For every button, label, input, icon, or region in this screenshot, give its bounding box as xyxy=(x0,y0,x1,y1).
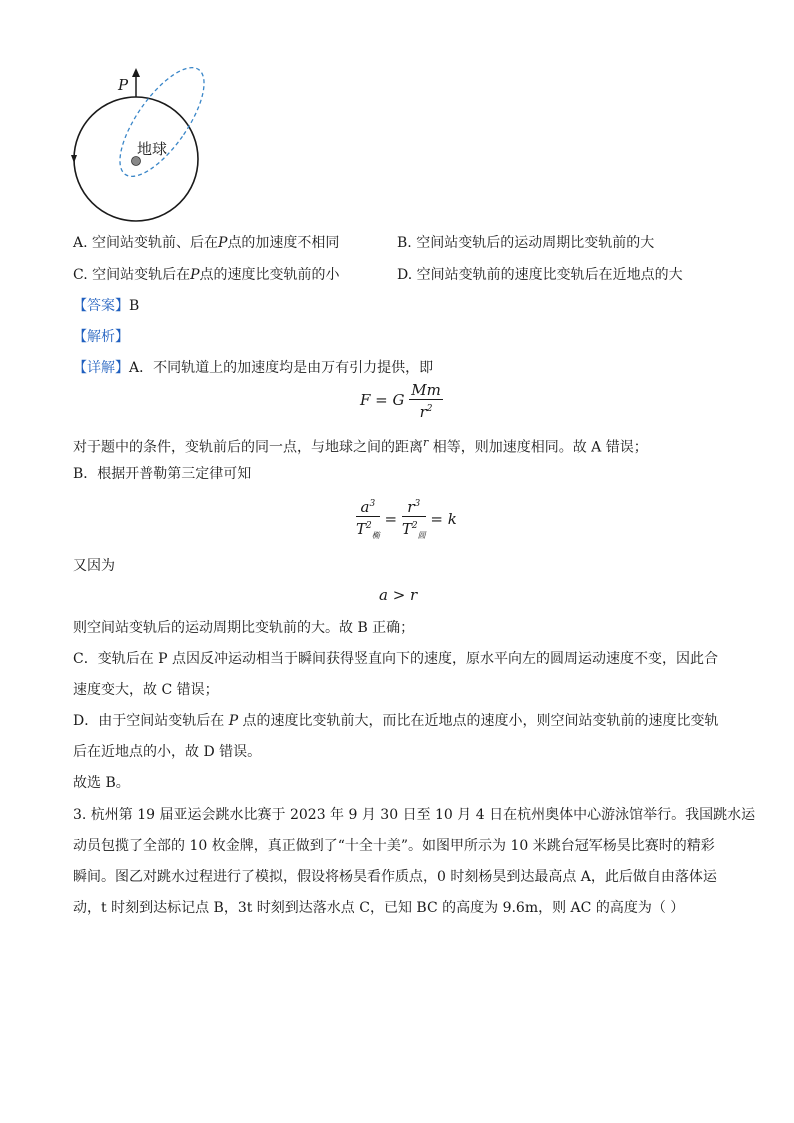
detail-c-line2: 速度变大，故 C 错误； xyxy=(73,682,219,698)
question3-line4: 动，t 时刻到达标记点 B，3t 时刻到达落水点 C，已知 BC 的高度为 9.6m，则 AC 的高度为（ ） xyxy=(73,900,685,916)
answer-tag: 【答案】 xyxy=(73,298,129,314)
detail-a-conclusion: 对于题中的条件，变轨前后的同一点，与地球之间的距离$^r$ 相等，则加速度相同。故 A 错误； xyxy=(73,436,648,456)
arrow-head-icon xyxy=(132,68,140,77)
detail-d-line1: D．由于空间站变轨后在 P 点的速度比变轨前大，而比在近地点的速度小，则空间站变轨前的速度比变轨 xyxy=(73,713,719,729)
question3-line3: 瞬间。图乙对跳水过程进行了模拟，假设将杨昊看作质点，0 时刻杨昊到达最高点 A，此后做自由落体运 xyxy=(73,869,717,885)
analysis-line xyxy=(73,327,129,347)
answer-line: 【答案】B xyxy=(73,298,140,314)
formula-inequality: a > r xyxy=(379,586,418,604)
detail-tag: 【详解】 xyxy=(73,360,129,376)
point-p-label: P xyxy=(118,76,129,94)
formula-kepler: $\frac{a^3}{T^2_椭}$ = $\frac{r^3}{T^2_圆}$ = k xyxy=(356,495,457,545)
orbit-figure xyxy=(60,60,220,225)
detail-choose: 故选 B。 xyxy=(73,775,130,791)
question3-line2: 动员包揽了全部的 10 枚金牌，真正做到了“十全十美”。如图甲所示为 10 米跳台冠军杨昊比赛时的精彩 xyxy=(73,838,715,854)
option-a: A. 空间站变轨前、后在P点的加速度不相同 xyxy=(73,235,340,251)
earth-label: 地球 xyxy=(137,140,168,158)
question3-line1: 3. 杭州第 19 届亚运会跳水比赛于 2023 年 9 月 30 日至 10 月 4 日在杭州奥体中心游泳馆举行。我国跳水运 xyxy=(73,807,756,823)
detail-b-also: 又因为 xyxy=(73,558,115,574)
analysis-tag: 【解析】 xyxy=(73,329,129,345)
orbit-direction-arrow-icon xyxy=(71,155,77,163)
detail-b-intro: B．根据开普勒第三定律可知 xyxy=(73,466,252,482)
option-c: C. 空间站变轨后在P点的速度比变轨前的小 xyxy=(73,267,340,283)
detail-a-intro: 【详解】A．不同轨道上的加速度均是由万有引力提供，即 xyxy=(73,360,434,376)
option-d: D. 空间站变轨前的速度比变轨后在近地点的大 xyxy=(397,267,683,283)
option-b: B. 空间站变轨后的运动周期比变轨前的大 xyxy=(397,235,655,251)
detail-d-line2: 后在近地点的小，故 D 错误。 xyxy=(73,744,262,760)
detail-b-conclusion: 则空间站变轨后的运动周期比变轨前的大。故 B 正确； xyxy=(73,620,415,636)
detail-c-line1: C．变轨后在 P 点因反冲运动相当于瞬间获得竖直向下的速度，原水平向左的圆周运动速度不变，因此合 xyxy=(73,651,719,667)
formula-gravity: F = G $\frac{Mm}{r^2}$ xyxy=(360,381,441,421)
